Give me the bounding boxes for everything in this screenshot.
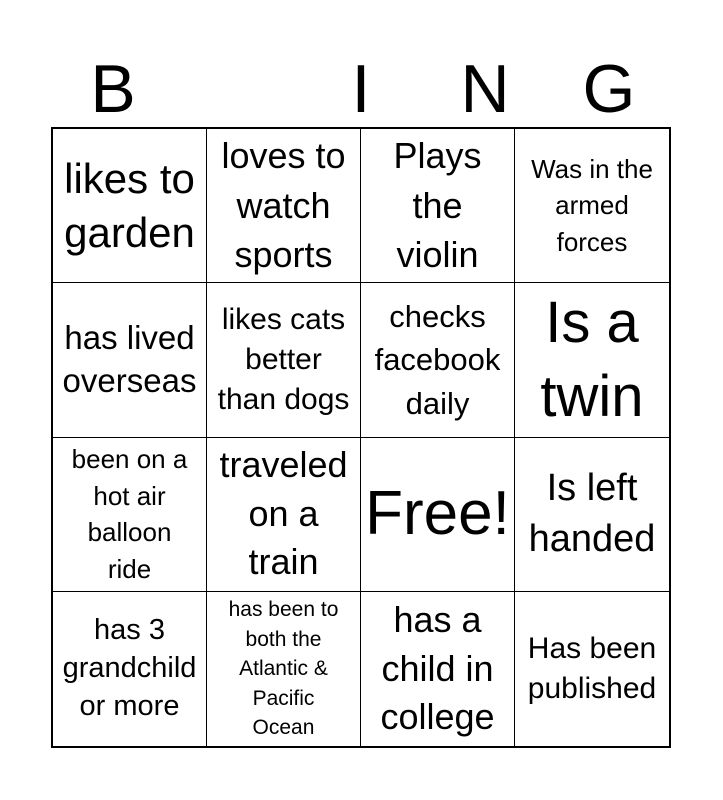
bingo-cell-text: loves to watch sports <box>221 135 346 276</box>
bingo-header <box>51 50 671 128</box>
bingo-cell-text: Plays the violin <box>393 135 482 276</box>
bingo-cell-text: been on a hot air balloon ride <box>71 444 188 584</box>
header-letter: G <box>582 51 636 127</box>
bingo-cell[interactable] <box>361 129 515 283</box>
bingo-cell-text: Free! <box>365 479 510 549</box>
bingo-cell-text: has 3 grandchild or more <box>62 614 197 722</box>
bingo-cell-text: checks facebook daily <box>374 298 501 421</box>
bingo-cell-text: has a child in college <box>380 598 495 738</box>
bingo-cell-text: Is left handed <box>528 466 656 561</box>
bingo-cell-text: Has been published <box>527 631 657 705</box>
bingo-cell[interactable] <box>515 283 669 437</box>
bingo-cell-text: Is a twin <box>540 289 644 429</box>
bingo-cell[interactable] <box>361 438 515 592</box>
bingo-cell[interactable] <box>53 129 207 283</box>
header-letter <box>175 50 299 128</box>
bingo-cell[interactable] <box>207 438 361 592</box>
bingo-cell[interactable] <box>207 283 361 437</box>
bingo-cell[interactable] <box>53 592 207 746</box>
bingo-cell-text: has lived overseas <box>62 318 197 399</box>
bingo-cell[interactable] <box>53 438 207 592</box>
bingo-cell-text: Was in the armed forces <box>531 154 653 257</box>
bingo-cell[interactable] <box>361 592 515 746</box>
bingo-cell-text: likes cats better than dogs <box>217 303 350 416</box>
bingo-cell[interactable] <box>207 592 361 746</box>
bingo-cell-text: likes to garden <box>64 154 195 256</box>
header-letter: N <box>460 51 510 127</box>
bingo-cell[interactable] <box>207 129 361 283</box>
bingo-cell[interactable] <box>53 283 207 437</box>
bingo-cell-text: has been to both the Atlantic & Pacific Ocean <box>228 598 339 739</box>
bingo-cell[interactable] <box>515 592 669 746</box>
bingo-board <box>51 127 671 748</box>
bingo-cell[interactable] <box>515 438 669 592</box>
header-letter: B <box>90 51 136 127</box>
header-letter: I <box>351 51 371 127</box>
bingo-cell[interactable] <box>515 129 669 283</box>
bingo-cell[interactable] <box>361 283 515 437</box>
bingo-cell-text: traveled on a train <box>219 444 348 583</box>
